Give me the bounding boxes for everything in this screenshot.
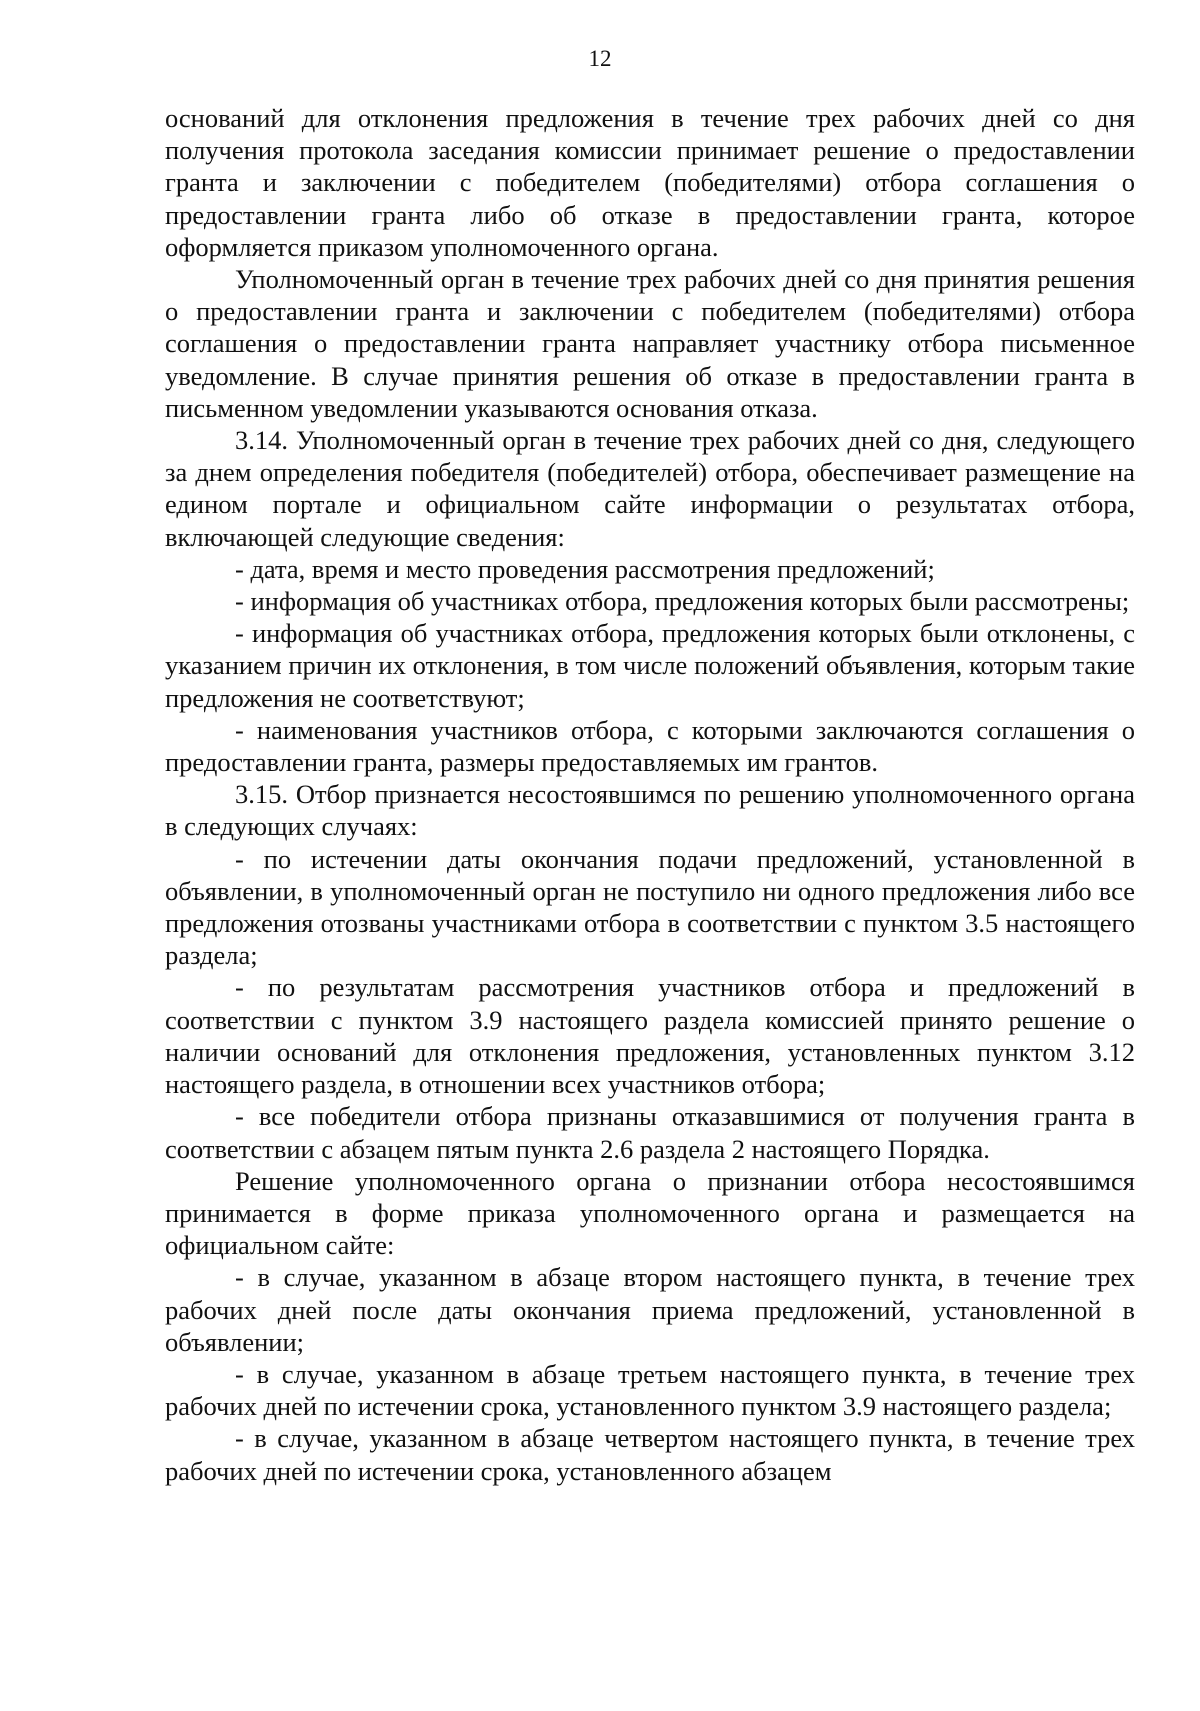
page-number: 12 [588, 46, 612, 71]
list-item: - в случае, указанном в абзаце четвертом настоящего пункта, в течение трех рабочих дней по истечении срока, установленного абзацем [165, 1423, 1135, 1486]
list-item: - информация об участниках отбора, предложения которых были рассмотрены; [235, 586, 1130, 617]
list-item: - в случае, указанном в абзаце втором настоящего пункта, в течение трех рабочих дней после даты окончания приема предложений, установленной в объявлении; [165, 1262, 1135, 1357]
paragraph: оснований для отклонения предложения в течение трех рабочих дней со дня получения протокола заседания комиссии принимает решение о предоставлении гранта и заключении с победителем (победителями) отбора соглашения о предоставлении гранта либо об отказе в предоставлении гранта, которое оформляется приказом уполномоченного органа. [165, 103, 1135, 262]
list-item: - дата, время и место проведения рассмотрения предложений; [235, 553, 935, 584]
paragraph-section-3-14: 3.14. Уполномоченный орган в течение трех рабочих дней со дня, следующего за днем определения победителя (победителей) отбора, обеспечивает размещение на едином портале и официальном сайте информации о результатах отбора, включающей следующие сведения: [165, 425, 1135, 552]
document-body [165, 102, 1135, 1487]
list-item: - в случае, указанном в абзаце третьем настоящего пункта, в течение трех рабочих дней по истечении срока, установленного пунктом 3.9 настоящего раздела; [165, 1358, 1135, 1422]
list-item: - по истечении даты окончания подачи предложений, установленной в объявлении, в уполномоченный орган не поступило ни одного предложения либо все предложения отозваны участниками отбора в соответствии с пунктом 3.5 настоящего раздела; [165, 843, 1135, 971]
paragraph: Решение уполномоченного органа о признании отбора несостоявшимся принимается в форме приказа уполномоченного органа и размещается на официальном сайте: [165, 1165, 1135, 1261]
list-item: - по результатам рассмотрения участников отбора и предложений в соответствии с пунктом 3.9 настоящего раздела комиссией принято решение о наличии оснований для отклонения предложения, установленных пунктом 3.12 настоящего раздела, в отношении всех участников отбора; [165, 972, 1135, 1100]
list-item: - все победители отбора признаны отказавшимися от получения гранта в соответствии с абзацем пятым пункта 2.6 раздела 2 настоящего Порядка. [165, 1101, 1135, 1164]
list-item: - наименования участников отбора, с которыми заключаются соглашения о предоставлении гранта, размеры предоставляемых им грантов. [165, 714, 1135, 778]
list-item: - информация об участниках отбора, предложения которых были отклонены, с указанием причин их отклонения, в том числе положений объявления, которым такие предложения не соответствуют; [165, 618, 1135, 713]
paragraph-section-3-15: 3.15. Отбор признается несостоявшимся по решению уполномоченного органа в следующих случаях: [165, 779, 1135, 842]
paragraph: Уполномоченный орган в течение трех рабочих дней со дня принятия решения о предоставлении гранта и заключении с победителем (победителями) отбора соглашения о предоставлении гранта направляет участнику отбора письменное уведомление. В случае принятия решения об отказе в предоставлении гранта в письменном уведомлении указываются основания отказа. [165, 264, 1135, 423]
